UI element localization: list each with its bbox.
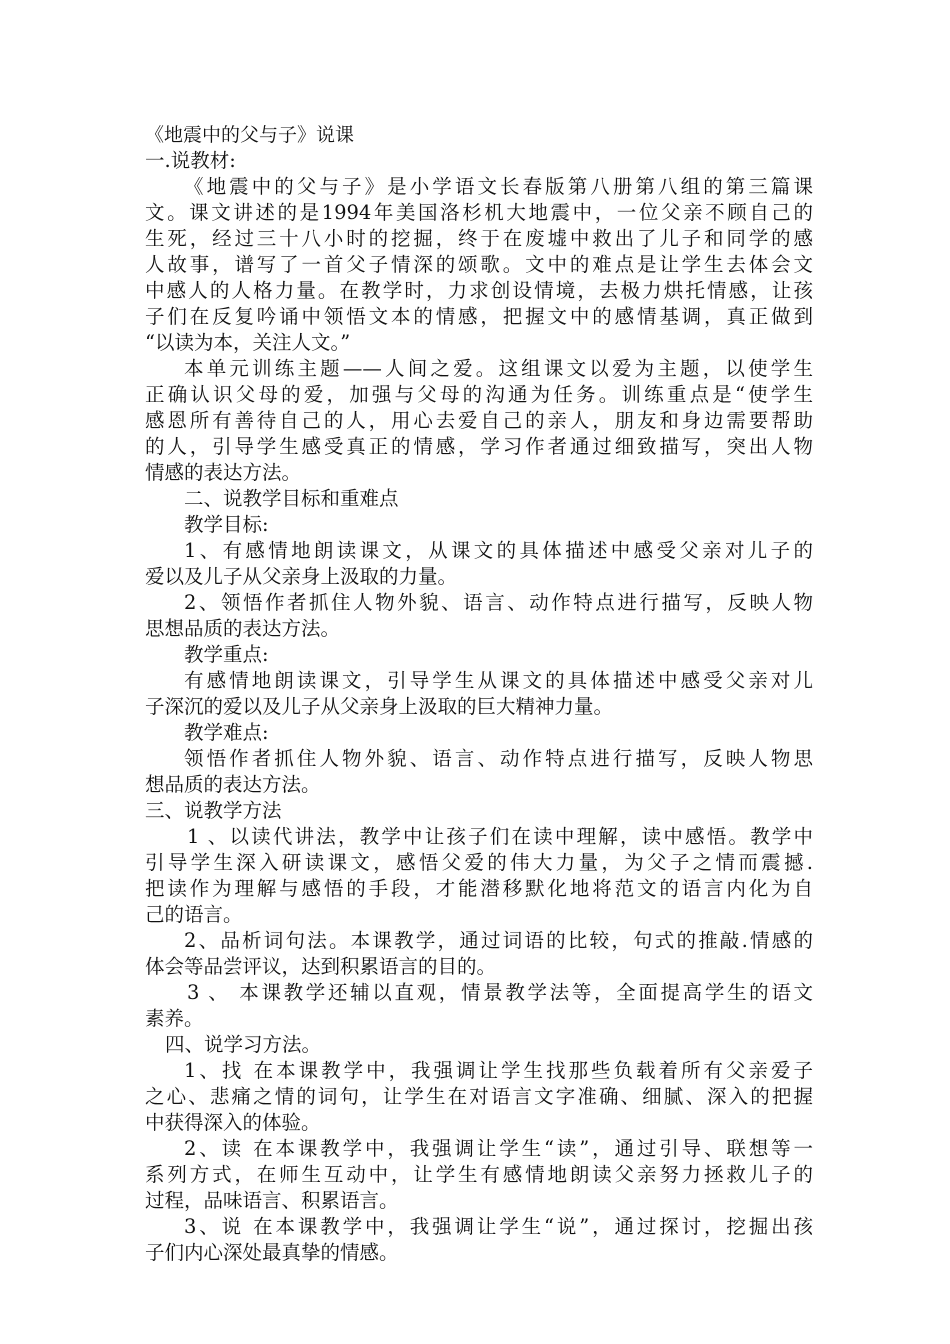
text-line: 爱以及儿子从父亲身上汲取的力量。 xyxy=(145,565,458,588)
text-line: 3 、 本课教学还辅以直观，情景教学法等，全面提高学生的语文 xyxy=(187,981,813,1004)
section-heading-2: 二、说教学目标和重难点 xyxy=(184,487,399,510)
method-item-1 xyxy=(145,824,813,928)
text-line: 本单元训练主题——人间之爱。这组课文以爱为主题，以使学生 xyxy=(184,357,813,380)
key-points-label: 教学重点: xyxy=(184,643,269,666)
learning-item-1 xyxy=(145,1058,813,1136)
text-line: 把读作为理解与感悟的手段，才能潜移默化地将范文的语言内化为自 xyxy=(145,877,813,900)
section-heading-1: 一.说教材: xyxy=(145,149,236,172)
method-item-2 xyxy=(145,928,813,980)
text-line: 生死，经过三十八小时的挖掘，终于在废墟中救出了儿子和同学的感 xyxy=(145,227,813,250)
paragraph-unit-theme xyxy=(145,356,813,486)
text-line: 引导学生深入研读课文，感悟父爱的伟大力量，为父子之情而震撼. xyxy=(145,851,813,874)
text-line: 《地震中的父与子》是小学语文长春版第八册第八组的第三篇课 xyxy=(184,175,813,198)
text-line: “以读为本，关注人文。” xyxy=(145,331,351,354)
text-line: 子们在反复吟诵中领悟文本的情感，把握文中的感情基调，真正做到 xyxy=(145,305,813,328)
text-line: 子们内心深处最真挚的情感。 xyxy=(145,1241,399,1264)
text-line: 己的语言。 xyxy=(145,903,243,926)
difficulty-label: 教学难点: xyxy=(184,721,269,744)
text-line: 感恩所有善待自己的人，用心去爱自己的亲人，朋友和身边需要帮助 xyxy=(145,409,813,432)
method-item-3 xyxy=(145,980,813,1032)
document-title: 《地震中的父与子》说课 xyxy=(145,124,355,146)
text-line: 1、有感情地朗读课文，从课文的具体描述中感受父亲对儿子的 xyxy=(184,539,813,562)
goal-item-1 xyxy=(145,538,813,590)
text-line: 1、找 在本课教学中，我强调让学生找那些负载着所有父亲爱子 xyxy=(184,1059,813,1082)
text-line: 正确认识父母的爱，加强与父母的沟通为任务。训练重点是“使学生 xyxy=(145,383,813,406)
text-line: 想品质的表达方法。 xyxy=(145,773,321,796)
text-line: 过程，品味语言、积累语言。 xyxy=(145,1189,399,1212)
text-line: 子深沉的爱以及儿子从父亲身上汲取的巨大精神力量。 xyxy=(145,695,614,718)
text-line: 3、说 在本课教学中，我强调让学生“说”，通过探讨，挖掘出孩 xyxy=(184,1215,813,1238)
text-line: 思想品质的表达方法。 xyxy=(145,617,341,640)
difficulty-text xyxy=(145,746,813,798)
key-points-text xyxy=(145,668,813,720)
text-line: 1 、以读代讲法，教学中让孩子们在读中理解，读中感悟。教学中 xyxy=(187,825,813,848)
section-heading-4: 四、说学习方法。 xyxy=(165,1033,322,1056)
paragraph-textbook xyxy=(145,174,813,356)
goals-label: 教学目标: xyxy=(184,513,269,536)
text-line: 2、读 在本课教学中，我强调让学生“读”，通过引导、联想等一 xyxy=(184,1137,813,1160)
text-line: 中感人的人格力量。在教学时，力求创设情境，去极力烘托情感，让孩 xyxy=(145,279,813,302)
learning-item-3 xyxy=(145,1214,813,1266)
text-line: 之心、悲痛之情的词句，让学生在对语言文字准确、细腻、深入的把握 xyxy=(145,1085,813,1108)
text-line: 体会等品尝评议，达到积累语言的目的。 xyxy=(145,955,497,978)
text-line: 中获得深入的体验。 xyxy=(145,1111,321,1134)
text-line: 人故事，谱写了一首父子情深的颂歌。文中的难点是让学生去体会文 xyxy=(145,253,813,276)
text-line: 系列方式，在师生互动中，让学生有感情地朗读父亲努力拯救儿子的 xyxy=(145,1163,813,1186)
text-line: 2、领悟作者抓住人物外貌、语言、动作特点进行描写，反映人物 xyxy=(184,591,813,614)
text-line: 素养。 xyxy=(145,1007,204,1030)
text-line: 文。课文讲述的是1994年美国洛杉机大地震中，一位父亲不顾自己的 xyxy=(145,201,813,224)
document-page xyxy=(145,122,813,1266)
text-line: 领悟作者抓住人物外貌、语言、动作特点进行描写，反映人物思 xyxy=(184,747,813,770)
learning-item-2 xyxy=(145,1136,813,1214)
text-line: 有感情地朗读课文，引导学生从课文的具体描述中感受父亲对儿 xyxy=(184,669,813,692)
section-heading-3: 三、说教学方法 xyxy=(145,799,282,822)
goal-item-2 xyxy=(145,590,813,642)
text-line: 2、品析词句法。本课教学，通过词语的比较，句式的推敲.情感的 xyxy=(184,929,813,952)
text-line: 情感的表达方法。 xyxy=(145,461,302,484)
text-line: 的人，引导学生感受真正的情感，学习作者通过细致描写，突出人物 xyxy=(145,435,813,458)
